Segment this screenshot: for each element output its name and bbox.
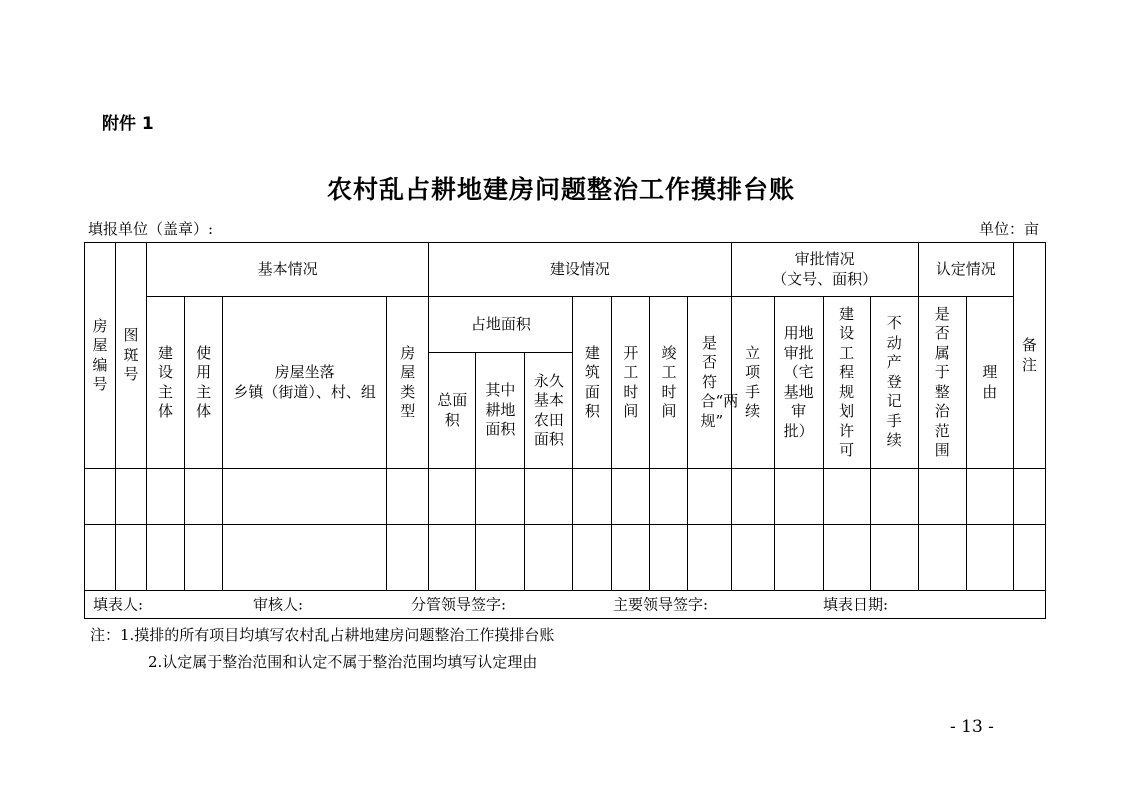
- table-cell[interactable]: [731, 469, 774, 525]
- header-approval-info: [731, 243, 918, 297]
- header-cultivated-area: 其中耕地面积: [476, 353, 525, 469]
- table-cell[interactable]: [918, 469, 966, 525]
- header-project-approval: 立项手续: [731, 297, 774, 469]
- table-cell[interactable]: [573, 469, 612, 525]
- header-total-area: 总面积: [429, 353, 476, 469]
- header-land-use-approval: 用地审批（宅基地审批）: [774, 297, 823, 469]
- table-row: [85, 525, 1046, 591]
- header-determination-info: 认定情况: [918, 243, 1013, 297]
- table-cell[interactable]: [774, 469, 823, 525]
- header-planning-permit: 建设工程规划许可: [823, 297, 870, 469]
- header-building-area: 建筑面积: [573, 297, 612, 469]
- main-leader-label: 主要领导签字:: [613, 594, 709, 613]
- table-cell[interactable]: [185, 525, 223, 591]
- header-remarks: 备注: [1013, 243, 1045, 469]
- leader-in-charge-label: 分管领导签字:: [411, 594, 507, 613]
- table-cell[interactable]: [688, 525, 731, 591]
- table-cell[interactable]: [650, 525, 688, 591]
- table-cell[interactable]: [116, 469, 147, 525]
- approval-line2: （文号、面积）: [772, 269, 878, 288]
- header-basic-info: 基本情况: [147, 243, 429, 297]
- table-cell[interactable]: [612, 525, 650, 591]
- table-cell[interactable]: [573, 525, 612, 591]
- signature-footer: [85, 591, 1046, 619]
- approval-line1: 审批情况: [794, 250, 855, 268]
- header-real-estate-registration: 不动产登记手续: [870, 297, 918, 469]
- page-number: - 13 -: [950, 717, 994, 737]
- header-location: [223, 297, 387, 469]
- fill-unit-label: 填报单位（盖章）:: [88, 220, 214, 238]
- table-cell[interactable]: [147, 525, 185, 591]
- note-1: 注：1.摸排的所有项目均填写农村乱占耕地建房问题整治工作摸排台账: [90, 626, 555, 644]
- table-cell[interactable]: [387, 525, 429, 591]
- table-cell[interactable]: [223, 525, 387, 591]
- table-cell[interactable]: [476, 469, 525, 525]
- table-cell[interactable]: [823, 525, 870, 591]
- table-cell[interactable]: [918, 525, 966, 591]
- table-cell[interactable]: [429, 469, 476, 525]
- table-cell[interactable]: [870, 469, 918, 525]
- table-cell[interactable]: [525, 525, 573, 591]
- header-in-scope: 是否属于整治范围: [918, 297, 966, 469]
- table-cell[interactable]: [116, 525, 147, 591]
- table-cell[interactable]: [223, 469, 387, 525]
- header-two-plans: 是否符合“两规”: [688, 297, 731, 469]
- header-land-area: 占地面积: [429, 297, 573, 353]
- table-cell[interactable]: [1013, 525, 1045, 591]
- table-cell[interactable]: [612, 469, 650, 525]
- table-cell[interactable]: [476, 525, 525, 591]
- document-title: 农村乱占耕地建房问题整治工作摸排台账: [326, 175, 795, 204]
- notes: [90, 622, 554, 676]
- header-house-id: 房屋编号: [85, 243, 116, 469]
- unit-label: 单位：亩: [978, 220, 1039, 238]
- table-cell[interactable]: [85, 469, 116, 525]
- header-completion-time: 竣工时间: [650, 297, 688, 469]
- location-line2: 乡镇（街道）、村、组: [233, 382, 376, 401]
- table-cell[interactable]: [85, 525, 116, 591]
- table-cell[interactable]: [823, 469, 870, 525]
- table-cell[interactable]: [387, 469, 429, 525]
- header-basic-farmland-area: 永久基本农田面积: [525, 353, 573, 469]
- table-cell[interactable]: [731, 525, 774, 591]
- header-construction-info: 建设情况: [429, 243, 731, 297]
- table-cell[interactable]: [147, 469, 185, 525]
- header-reason: 理由: [966, 297, 1013, 469]
- header-builder: 建设主体: [147, 297, 185, 469]
- ledger-table: [84, 242, 1046, 619]
- table-row: [85, 469, 1046, 525]
- table-cell[interactable]: [185, 469, 223, 525]
- fill-date-label: 填表日期:: [823, 594, 889, 613]
- location-line1: 房屋坐落: [274, 363, 335, 381]
- attachment-label: 附件 1: [102, 114, 154, 134]
- table-cell[interactable]: [966, 469, 1013, 525]
- table-cell[interactable]: [774, 525, 823, 591]
- note-2: 2.认定属于整治范围和认定不属于整治范围均填写认定理由: [148, 653, 538, 671]
- filled-by-label: 填表人:: [93, 594, 144, 613]
- header-map-spot: 图斑号: [116, 243, 147, 469]
- table-cell[interactable]: [525, 469, 573, 525]
- table-cell[interactable]: [966, 525, 1013, 591]
- table-cell[interactable]: [1013, 469, 1045, 525]
- header-house-type: 房屋类型: [387, 297, 429, 469]
- header-user: 使用主体: [185, 297, 223, 469]
- reviewer-label: 审核人:: [253, 594, 304, 613]
- table-cell[interactable]: [650, 469, 688, 525]
- table-cell[interactable]: [429, 525, 476, 591]
- table-cell[interactable]: [870, 525, 918, 591]
- table-cell[interactable]: [688, 469, 731, 525]
- header-start-time: 开工时间: [612, 297, 650, 469]
